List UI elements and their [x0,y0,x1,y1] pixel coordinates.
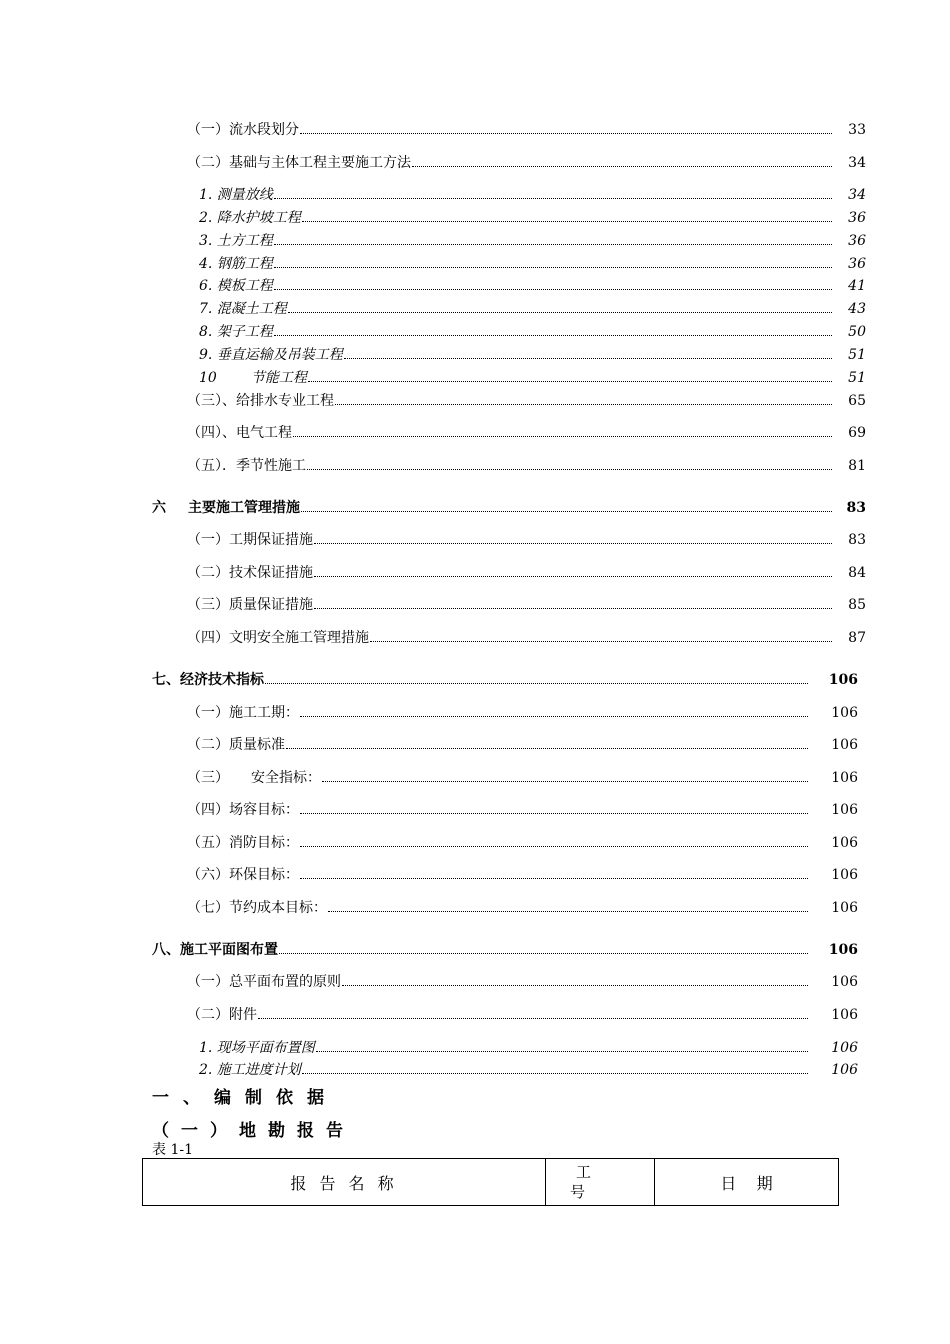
toc-page: 85 [848,597,866,613]
table-header-row [143,1159,839,1206]
toc-leader [302,1073,808,1074]
toc-page: 84 [848,565,866,581]
toc-entry[interactable] [199,1061,858,1079]
toc-number: 六 [152,500,166,516]
toc-entry[interactable] [187,769,858,787]
header-date: 日 期 [655,1159,839,1206]
toc-entry[interactable] [199,369,866,387]
toc-page: 106 [828,672,858,688]
toc-entry[interactable] [187,1006,858,1024]
toc-entry[interactable] [187,154,866,172]
toc-label: 七、经济技术指标 [152,672,264,688]
toc-entry[interactable] [187,392,866,410]
toc-leader [412,166,832,167]
toc-page: 83 [846,500,866,516]
toc-leader [302,221,832,222]
toc-page: 106 [831,900,858,916]
toc-label: 8. 架子工程 [199,324,273,340]
header-work-no-bottom: 号 [570,1183,586,1201]
toc-label: （二）基础与主体工程主要施工方法 [187,155,411,171]
toc-entry[interactable] [187,973,858,991]
toc-page: 106 [831,974,858,990]
toc-entry-section[interactable] [152,671,858,689]
toc-entry[interactable] [199,209,866,227]
toc-entry[interactable] [199,232,866,250]
toc-entry[interactable] [187,801,858,819]
toc-label: （一）工期保证措施 [187,532,313,548]
toc-label: （五）消防目标： [187,835,299,851]
toc-entry[interactable] [187,531,866,549]
toc-page: 106 [831,770,858,786]
toc-label: （七）节约成本目标： [187,900,327,916]
toc-leader [279,953,808,954]
toc-label: （三）、给排水专业工程 [187,393,334,409]
toc-leader [335,404,832,405]
toc-label: （三）质量保证措施 [187,597,313,613]
toc-entry[interactable] [187,121,866,139]
toc-page: 43 [848,301,866,317]
toc-label: 八、施工平面图布置 [152,942,278,958]
toc-entry[interactable] [199,323,866,341]
toc-leader [274,244,832,245]
toc-label: 2. 施工进度计划 [199,1062,301,1078]
toc-page: 106 [831,705,858,721]
toc-page: 36 [848,233,866,249]
toc-leader [322,781,808,782]
toc-label: （一）施工工期： [187,705,299,721]
toc-label: 3. 土方工程 [199,233,273,249]
toc-leader [288,312,832,313]
toc-leader [300,846,808,847]
toc-page: 106 [831,1040,858,1056]
section-heading: 一、编制依据 [152,1088,338,1108]
toc-leader [293,436,832,437]
toc-label [187,769,321,787]
header-report-name: 报 告 名 称 [143,1159,546,1206]
toc-page: 41 [848,278,866,294]
toc-leader [370,641,832,642]
toc-leader [308,381,832,382]
toc-page: 106 [831,737,858,753]
toc-leader [314,608,832,609]
toc-label: 2. 降水护坡工程 [199,210,301,226]
toc-label: （二）技术保证措施 [187,565,313,581]
toc-page: 50 [848,324,866,340]
toc-entry-section[interactable] [152,941,858,959]
toc-label: （四）场容目标： [187,802,299,818]
toc-page: 106 [831,802,858,818]
toc-label: （二）附件 [187,1007,257,1023]
toc-leader [274,289,832,290]
toc-page: 36 [848,256,866,272]
toc-leader [316,1051,808,1052]
toc-leader [344,358,832,359]
toc-page: 36 [848,210,866,226]
toc-label: （一）总平面布置的原则 [187,974,341,990]
toc-leader [300,813,808,814]
toc-leader [286,748,808,749]
toc-entry[interactable] [187,834,858,852]
toc-page: 69 [848,425,866,441]
toc-entry[interactable] [199,255,866,273]
toc-number: （三） [187,770,229,786]
toc-entry[interactable] [187,899,858,917]
toc-leader [258,1018,808,1019]
toc-entry[interactable] [187,629,866,647]
toc-page: 34 [848,155,866,171]
toc-label [199,369,307,387]
toc-page: 51 [848,370,866,386]
toc-entry[interactable] [199,186,866,204]
toc-page: 106 [831,867,858,883]
toc-label: （四）文明安全施工管理措施 [187,630,369,646]
toc-entry[interactable] [187,866,858,884]
toc-page: 87 [848,630,866,646]
toc-label: （二）质量标准 [187,737,285,753]
header-work-no [546,1159,655,1206]
toc-page: 34 [848,187,866,203]
toc-label: 7. 混凝土工程 [199,301,287,317]
toc-leader [314,543,832,544]
toc-leader [300,133,832,134]
toc-leader [342,985,808,986]
toc-page: 106 [831,1007,858,1023]
toc-page: 106 [831,1062,858,1078]
toc-entry[interactable] [199,277,866,295]
toc-page: 106 [831,835,858,851]
toc-title: 安全指标： [251,770,321,786]
toc-number: 10 [199,370,217,386]
toc-page: 51 [848,347,866,363]
toc-entry[interactable] [187,596,866,614]
toc-label: 1. 测量放线 [199,187,273,203]
toc-label: 6. 模板工程 [199,278,273,294]
toc-leader [274,267,832,268]
toc-entry[interactable] [199,346,866,364]
toc-label: （一）流水段划分 [187,122,299,138]
toc-page: 65 [848,393,866,409]
header-work-no-top: 工 [576,1163,592,1181]
toc-label: 4. 钢筋工程 [199,256,273,272]
toc-leader [328,911,808,912]
toc-page: 33 [848,122,866,138]
toc-label [152,499,300,517]
toc-entry[interactable] [199,300,866,318]
subsection-heading: （一）地勘报告 [152,1121,355,1141]
toc-leader [300,878,808,879]
toc-leader [274,198,832,199]
toc-label: （四）、电气工程 [187,425,292,441]
toc-entry[interactable] [187,424,866,442]
toc-leader [265,683,808,684]
toc-page: 81 [848,458,866,474]
toc-label: 9. 垂直运输及吊装工程 [199,347,343,363]
toc-leader [300,716,808,717]
toc-entry-section[interactable] [152,499,866,517]
report-table [142,1158,839,1206]
toc-title: 节能工程 [250,370,307,386]
toc-page: 83 [848,532,866,548]
toc-label: （五）．季节性施工 [187,458,306,474]
toc-title: 主要施工管理措施 [188,500,300,516]
toc-entry[interactable] [187,564,866,582]
table-caption: 表 1-1 [152,1142,193,1158]
toc-entry[interactable] [187,704,858,722]
toc-label: （六）环保目标： [187,867,299,883]
toc-leader [274,335,832,336]
toc-entry[interactable] [199,1039,858,1057]
toc-entry[interactable] [187,736,858,754]
toc-leader [307,469,832,470]
toc-leader [314,576,832,577]
toc-label: 1. 现场平面布置图 [199,1040,315,1056]
toc-page: 106 [828,942,858,958]
toc-leader [301,511,832,512]
toc-entry[interactable] [187,457,866,475]
